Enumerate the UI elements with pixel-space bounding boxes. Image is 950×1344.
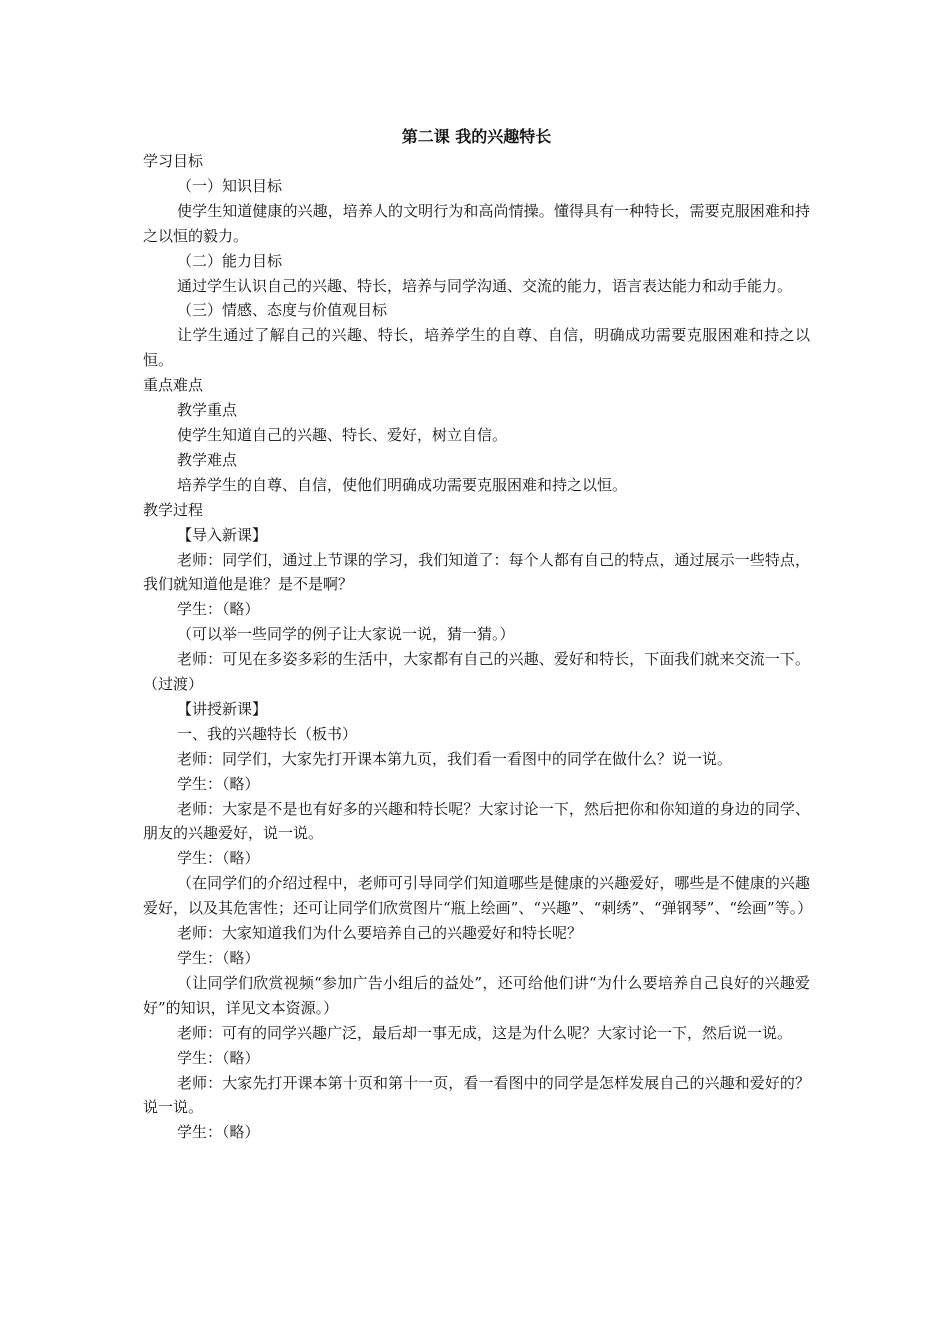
paragraph: （二）能力目标 bbox=[177, 251, 283, 270]
section-heading: 重点难点 bbox=[143, 376, 204, 395]
paragraph: 培养学生的自尊、自信，使他们明确成功需要克服困难和持之以恒。 bbox=[177, 475, 628, 494]
paragraph: （一）知识目标 bbox=[177, 176, 283, 195]
paragraph: 学生：（略） bbox=[177, 849, 260, 868]
paragraph: 【导入新课】 bbox=[177, 525, 268, 544]
paragraph: （三）情感、态度与价值观目标 bbox=[177, 301, 388, 320]
paragraph: 老师：同学们，通过上节课的学习，我们知道了：每个人都有自己的特点，通过展示一些特点，我们就知道他是谁？是不是啊？ bbox=[143, 550, 810, 594]
paragraph: 学生：（略） bbox=[177, 1048, 260, 1067]
paragraph: 老师：大家先打开课本第十页和第十一页，看一看图中的同学是怎样发展自己的兴趣和爱好的？说一说。 bbox=[143, 1073, 810, 1117]
paragraph: 学生：（略） bbox=[177, 1123, 260, 1142]
paragraph: 老师：大家是不是也有好多的兴趣和特长呢？大家讨论一下，然后把你和你知道的身边的同学、朋友的兴趣爱好，说一说。 bbox=[143, 799, 810, 843]
paragraph: 使学生知道健康的兴趣，培养人的文明行为和高尚情操。懂得具有一种特长，需要克服困难和持之以恒的毅力。 bbox=[143, 201, 810, 245]
paragraph: （让同学们欣赏视频“参加广告小组后的益处”，还可给他们讲“为什么要培养自己良好的兴趣爱好”的知识，详见文本资源。） bbox=[143, 973, 810, 1017]
paragraph: 学生：（略） bbox=[177, 949, 260, 967]
paragraph: 老师：大家知道我们为什么要培养自己的兴趣爱好和特长呢？ bbox=[177, 924, 583, 943]
paragraph: 老师：可见在多姿多彩的生活中，大家都有自己的兴趣、爱好和特长，下面我们就来交流一下。（过渡） bbox=[143, 650, 810, 694]
paragraph: 让学生通过了解自己的兴趣、特长，培养学生的自尊、自信，明确成功需要克服困难和持之以恒。 bbox=[143, 326, 810, 370]
section-heading: 教学过程 bbox=[143, 500, 204, 519]
document-title: 第二课 我的兴趣特长 bbox=[401, 127, 552, 146]
section-heading: 学习目标 bbox=[143, 152, 204, 170]
paragraph: 一、我的兴趣特长（板书） bbox=[177, 724, 358, 743]
paragraph: 老师：可有的同学兴趣广泛，最后却一事无成，这是为什么呢？大家讨论一下，然后说一说。 bbox=[177, 1023, 793, 1042]
paragraph: （在同学们的介绍过程中，老师可引导同学们知道哪些是健康的兴趣爱好，哪些是不健康的兴趣爱好，以及其危害性；还可让同学们欣赏图片“瓶上绘画”、“兴趣”、“刺绣”、“弹钢琴”、“绘画”等。） bbox=[143, 874, 813, 918]
paragraph: 老师：同学们，大家先打开课本第九页，我们看一看图中的同学在做什么？说一说。 bbox=[177, 749, 733, 768]
paragraph: 通过学生认识自己的兴趣、特长，培养与同学沟通、交流的能力，语言表达能力和动手能力。 bbox=[177, 276, 793, 295]
document-page bbox=[143, 124, 813, 1145]
paragraph: 使学生知道自己的兴趣、特长、爱好，树立自信。 bbox=[177, 425, 508, 444]
paragraph: 学生：（略） bbox=[177, 600, 260, 619]
paragraph: （可以举一些同学的例子让大家说一说，猜一猜。） bbox=[177, 625, 515, 644]
document-body bbox=[143, 149, 813, 1145]
paragraph: 教学重点 bbox=[177, 401, 238, 420]
paragraph: 学生：（略） bbox=[177, 774, 260, 793]
paragraph: 【讲授新课】 bbox=[177, 699, 268, 718]
paragraph: 教学难点 bbox=[177, 450, 238, 469]
